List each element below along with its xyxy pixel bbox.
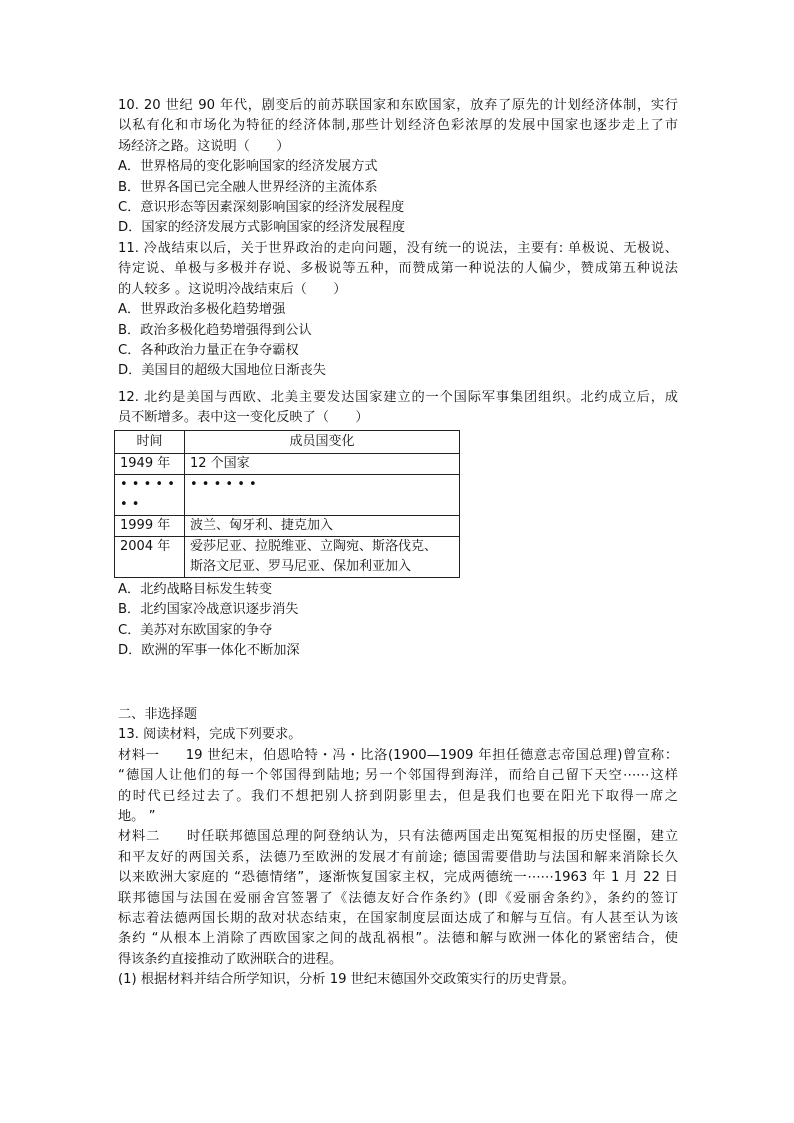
material-1-label: 材料一 bbox=[118, 747, 160, 763]
q11-stem-line-1: 11. 冷战结束以后，关于世界政治的走向问题，没有统一的说法，主要有: 单极说、无极说、 bbox=[118, 241, 678, 256]
question-10 bbox=[118, 96, 678, 239]
section-title: 二、非选择题 bbox=[118, 707, 198, 722]
material-2-line-4: 联邦德国与法国在爱丽舍宫签署了《法德友好合作条约》(即《爱丽舍条约》，条约的签订 bbox=[118, 890, 678, 906]
table-row bbox=[115, 537, 460, 578]
table-cell-line: 爱莎尼亚、拉脱维亚、立陶宛、斯洛伐克、 bbox=[190, 539, 438, 554]
question-12-options bbox=[118, 580, 678, 662]
question-11 bbox=[118, 239, 678, 382]
nato-members-table bbox=[114, 430, 460, 578]
material-2-line-3: 以来欧洲大家庭的 “恐德情绪”，逐渐恢复国家主权，完成两德统一⋯⋯1963 年 1 月 22 日 bbox=[118, 870, 678, 886]
material-1-line-3: 的时代已经过去了。我们不想把别人挤到阴影里去，但是我们也要在阳光下取得一席之 bbox=[118, 788, 678, 804]
q10-option-c[interactable]: C．意识形态等因素深刻影响国家的经济发展程度 bbox=[118, 199, 405, 215]
material-2-line-7: 得该条约直接推动了欧洲联合的进程。 bbox=[118, 951, 343, 967]
table-cell-change: 12 个国家 bbox=[185, 454, 460, 475]
q13-subquestion-1: (1) 根据材料并结合所学知识，分析 19 世纪末德国外交政策实行的历史背景。 bbox=[118, 972, 575, 988]
q10-stem-line-3: 场经济之路。这说明（ ） bbox=[118, 138, 290, 154]
q10-stem-line-2: 以私有化和市场化为特征的经济体制,那些计划经济色彩浓厚的发展中国家也逐步走上了市 bbox=[118, 118, 678, 134]
table-header-change: 成员国变化 bbox=[185, 431, 460, 454]
table-cell-change: 波兰、匈牙利、捷克加入 bbox=[185, 516, 460, 537]
q10-stem-line-1: 10. 20 世纪 90 年代，剧变后的前苏联国家和东欧国家，放弃了原先的计划经济体制，实行 bbox=[118, 98, 678, 113]
q11-stem-line-2: 待定说、单极与多极并存说、多极说等五种，而赞成第一种说法的人偏少，赞成第五种说法 bbox=[118, 261, 678, 277]
q11-option-b[interactable]: B．政治多极化趋势增强得到公认 bbox=[118, 322, 312, 338]
q12-stem-line-1: 12. 北约是美国与西欧、北美主要发达国家建立的一个国际军事集团组织。北约成立后，成 bbox=[118, 390, 678, 405]
table-header-time: 时间 bbox=[115, 431, 185, 454]
material-2-line-2: 和平友好的两国关系，法德乃至欧洲的发展才有前途; 德国需要借助与法国和解来消除长久 bbox=[118, 849, 678, 865]
material-2-line-1: 材料二 时任联邦德国总理的阿登纳认为，只有法德两国走出冤冤相报的历史怪圈，建立 bbox=[118, 829, 679, 845]
table-row bbox=[115, 475, 460, 516]
material-1-line-1: 材料一 19 世纪末，伯恩哈特・冯・比洛(1900—1909 年担任德意志帝国总理)曾宣称： bbox=[118, 747, 679, 763]
q10-option-b[interactable]: B．世界各国已完全融人世界经济的主流体系 bbox=[118, 179, 378, 195]
q11-option-a[interactable]: A．世界政治多极化趋势增强 bbox=[118, 302, 286, 318]
table-header-row bbox=[115, 431, 460, 454]
q12-option-d[interactable]: D．欧洲的军事一体化不断加深 bbox=[118, 643, 300, 659]
ellipsis-dots: • • • • • bbox=[120, 477, 175, 492]
table-cell-time: 1999 年 bbox=[115, 516, 185, 537]
table-cell-line: 斯洛文尼亚、罗马尼亚、保加利亚加入 bbox=[190, 559, 412, 574]
material-2-line-6: 条约 “从根本上消除了西欧国家之间的战乱祸根”。法德和解与欧洲一体化的紧密结合，使 bbox=[118, 931, 678, 947]
material-2-line-5: 标志着法德两国长期的敌对状态结束，在国家制度层面达成了和解与互信。有人甚至认为该 bbox=[118, 910, 678, 926]
q13-intro: 13. 阅读材料，完成下列要求。 bbox=[118, 727, 302, 743]
section-2 bbox=[118, 705, 678, 990]
table-row bbox=[115, 454, 460, 475]
table-cell-change bbox=[185, 537, 460, 578]
table-cell-change: • • • • • • bbox=[185, 475, 460, 516]
material-1-line-2: “德国人让他们的每一个邻国得到陆地; 另一个邻国得到海洋，而给自己留下天空⋯⋯这样 bbox=[118, 768, 678, 784]
q11-stem-line-3: 的人较多 。这说明冷战结束后（ ） bbox=[118, 281, 347, 297]
q12-stem-line-2: 员不断增多。表中这一变化反映了（ ） bbox=[118, 410, 369, 426]
table-row bbox=[115, 516, 460, 537]
q10-option-a[interactable]: A．世界格局的变化影响国家的经济发展方式 bbox=[118, 159, 378, 175]
material-2-label: 材料二 bbox=[118, 829, 161, 845]
q12-option-c[interactable]: C．美苏对东欧国家的争夺 bbox=[118, 622, 273, 638]
q12-option-a[interactable]: A．北约战略目标发生转变 bbox=[118, 582, 273, 597]
q11-option-d[interactable]: D．美国目的超级大国地位日渐丧失 bbox=[118, 363, 326, 379]
ellipsis-dots: • • bbox=[120, 497, 140, 512]
q10-option-d[interactable]: D．国家的经济发展方式影响国家的经济发展程度 bbox=[118, 220, 406, 236]
question-12 bbox=[118, 388, 678, 429]
q12-option-b[interactable]: B．北约国家冷战意识逐步消失 bbox=[118, 602, 299, 618]
table-cell-time: 2004 年 bbox=[115, 537, 185, 578]
table-cell-time: 1949 年 bbox=[115, 454, 185, 475]
table-cell-time bbox=[115, 475, 185, 516]
material-1-line-4: 地。 ” bbox=[118, 808, 156, 824]
q11-option-c[interactable]: C．各种政治力量正在争夺霸权 bbox=[118, 342, 299, 358]
